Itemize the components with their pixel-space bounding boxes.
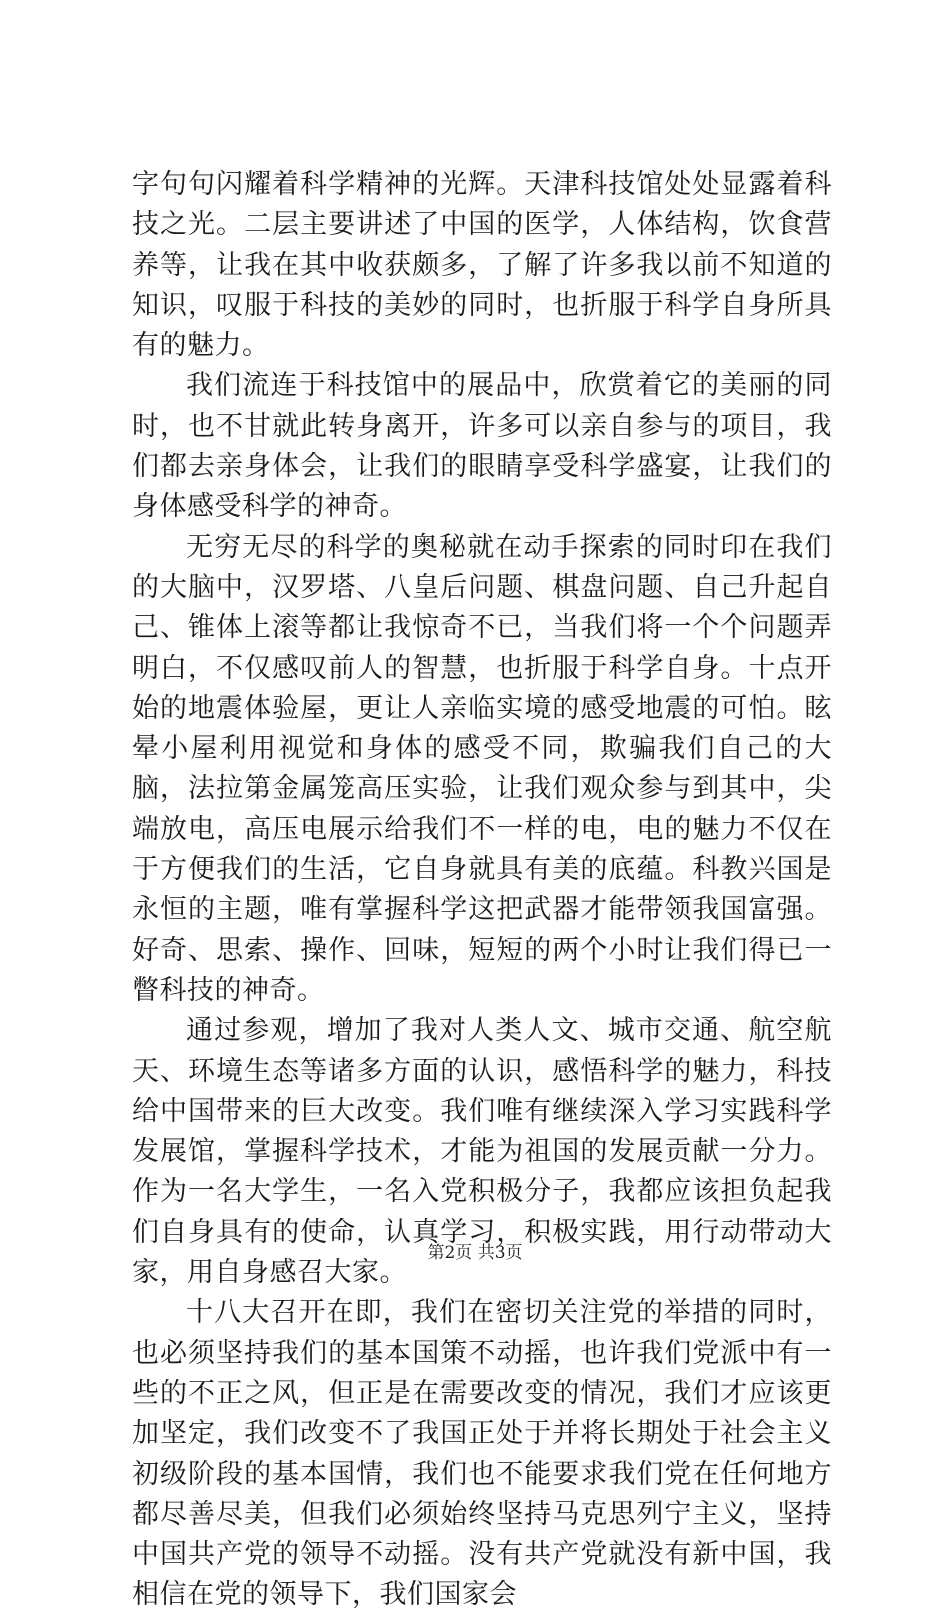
paragraph-visit-reflection: 通过参观，增加了我对人类人文、城市交通、航空航天、环境生态等诸多方面的认识，感悟科学的魅力，科技给中国带来的巨大改变。我们唯有继续深入学习实践科学发展馆，掌握科学技术，才能为祖国的发展贡献一分力。作为一名大学生，一名入党积极分子，我都应该担负起我们自身具有的使命，认真学习，积极实践，用行动带动大家，用自身感召大家。 <box>132 1015 832 1289</box>
page-number-footer: 第2页 共3页 <box>427 1243 523 1263</box>
paragraph-party-congress: 十八大召开在即，我们在密切关注党的举措的同时，也必须坚持我们的基本国策不动摇，也许我们党派中有一些的不正之风，但正是在需要改变的情况，我们才应该更加坚定，我们改变不了我国正处于并将长期处于社会主义初级阶段的基本国情，我们也不能要求我们党在任何地方都尽善尽美，但我们必须始终坚持马克思列宁主义，坚持中国共产党的领导不动摇。没有共产党就没有新中国，我相信在党的领导下，我们国家会 <box>132 1297 832 1611</box>
paragraph-exhibits: 我们流连于科技馆中的展品中，欣赏着它的美丽的同时，也不甘就此转身离开，许多可以亲自参与的项目，我们都去亲身体会，让我们的眼睛享受科学盛宴，让我们的身体感受科学的神奇。 <box>132 370 832 523</box>
document-body <box>132 165 832 1616</box>
paragraph-science-mysteries: 无穷无尽的科学的奥秘就在动手探索的同时印在我们的大脑中，汉罗塔、八皇后问题、棋盘问题、自己升起自己、锥体上滚等都让我惊奇不已，当我们将一个个问题弄明白，不仅感叹前人的智慧，也折服于科学自身。十点开始的地震体验屋，更让人亲临实境的感受地震的可怕。眩晕小屋利用视觉和身体的感受不同，欺骗我们自己的大脑，法拉第金属笼高压实验，让我们观众参与到其中，尖端放电，高压电展示给我们不一样的电，电的魅力不仅在于方便我们的生活，它自身就具有美的底蕴。科教兴国是永恒的主题，唯有掌握科学这把武器才能带领我国富强。好奇、思索、操作、回味，短短的两个小时让我们得已一瞥科技的神奇。 <box>132 531 832 1006</box>
paragraph-continuation: 字句句闪耀着科学精神的光辉。天津科技馆处处显露着科技之光。二层主要讲述了中国的医学，人体结构，饮食营养等，让我在其中收获颇多，了解了许多我以前不知道的知识，叹服于科技的美妙的同时，也折服于科学自身所具有的魅力。 <box>132 169 832 362</box>
